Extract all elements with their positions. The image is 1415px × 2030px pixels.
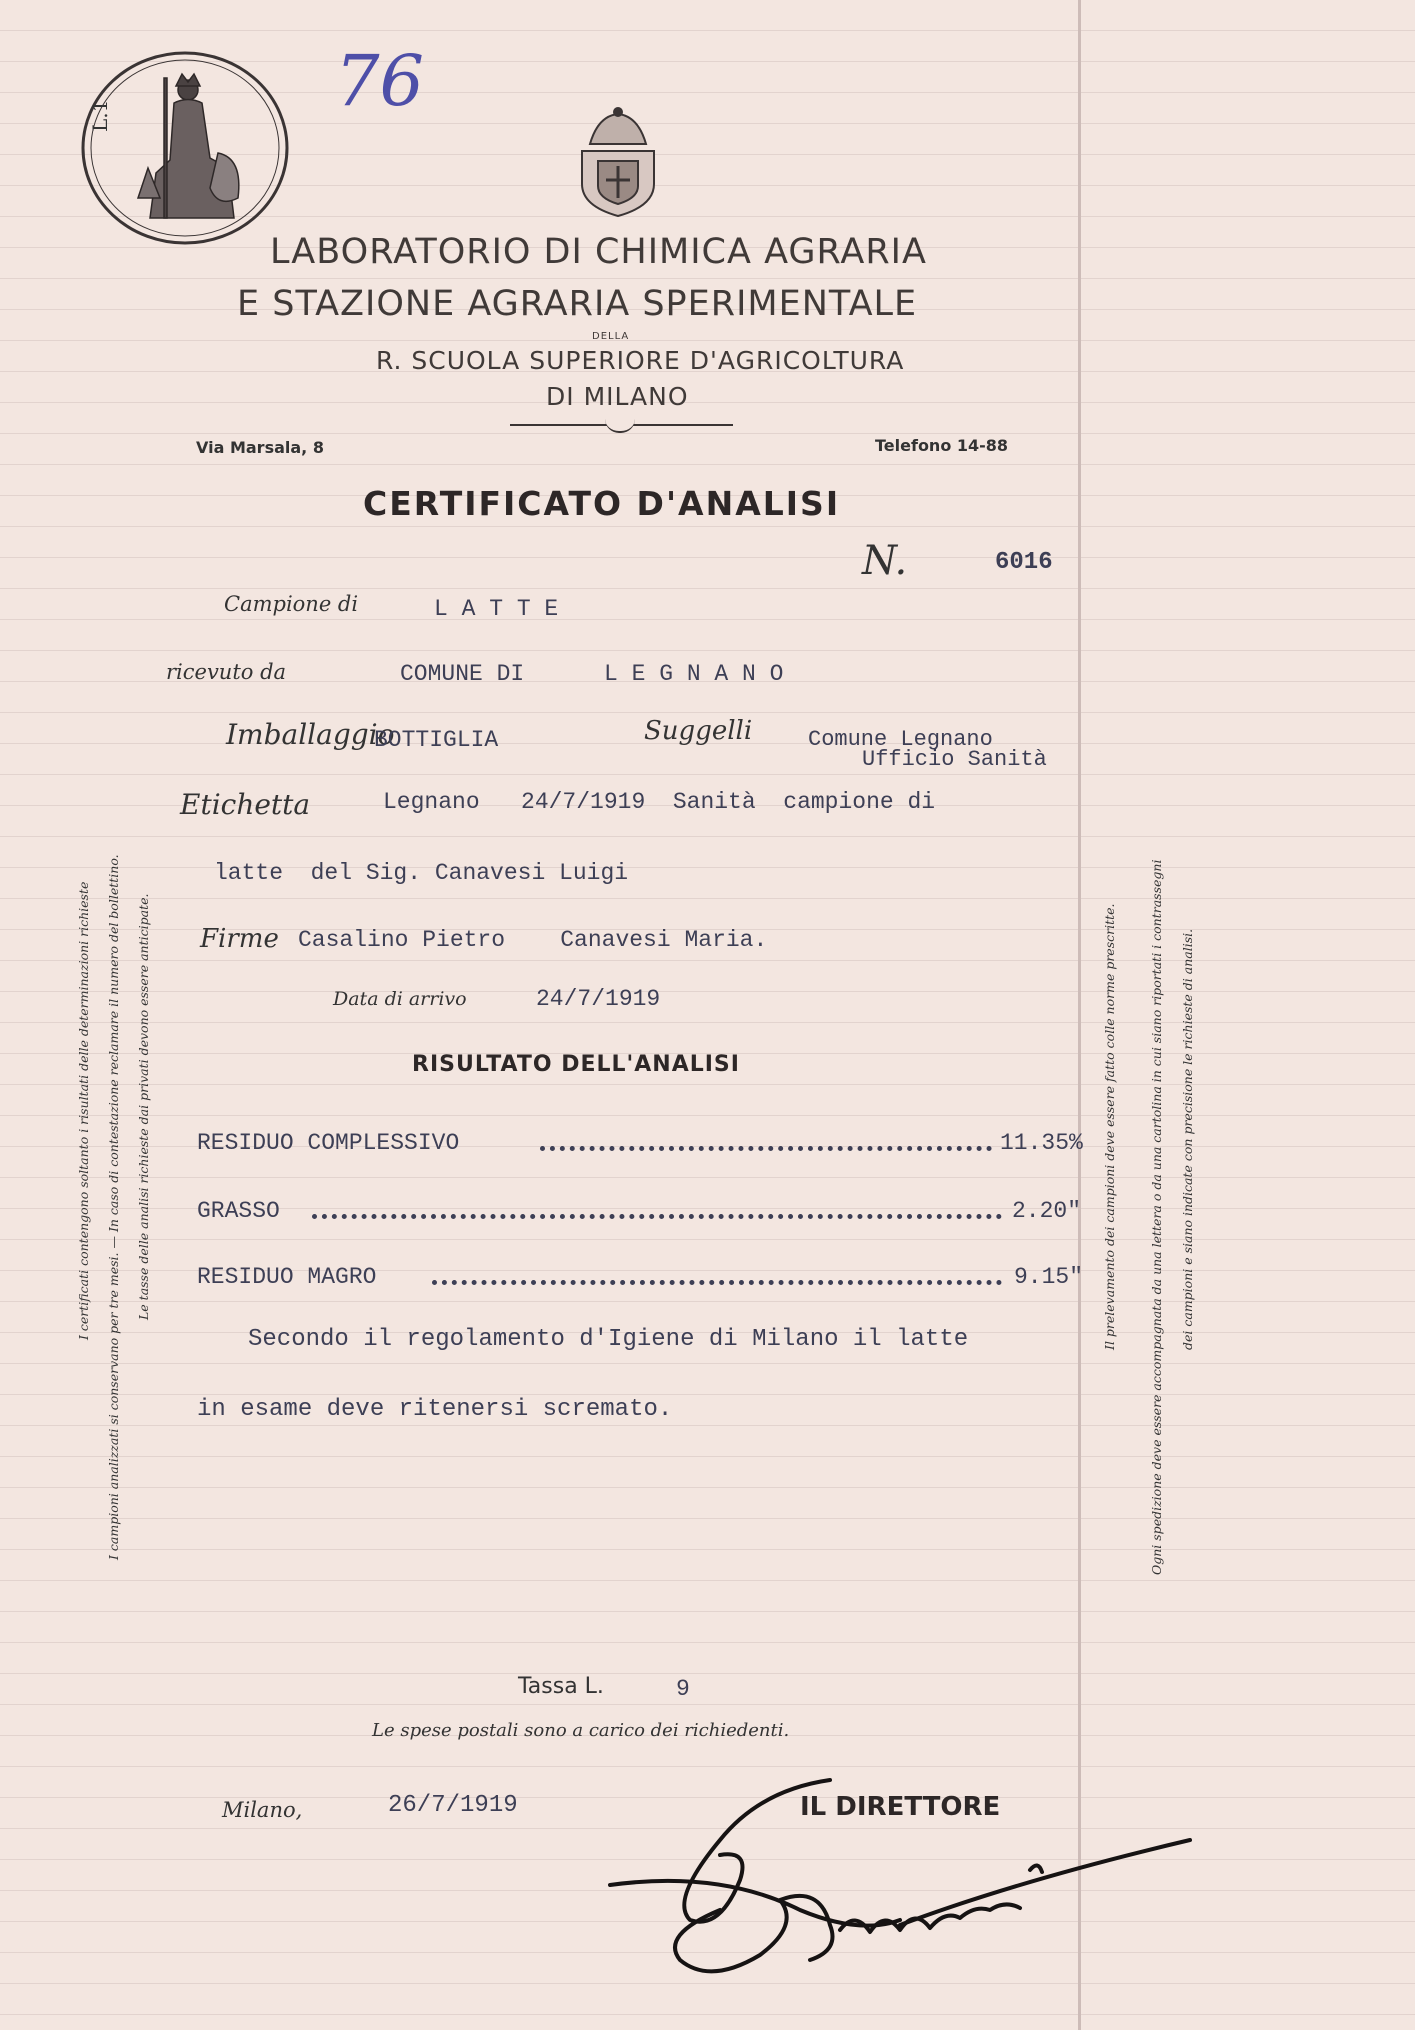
crown-shield-icon [568,106,668,221]
certificate-number-label: N. [862,538,908,584]
director-signature [600,1760,1200,1990]
result-row-3-label: RESIDUO MAGRO [197,1264,377,1290]
result-row-1-value: 11.35% [1000,1130,1083,1156]
lab-title-line1: LABORATORIO DI CHIMICA AGRARIA [270,232,927,272]
stamp-seal [78,48,292,248]
handwritten-note: 76 [335,40,425,122]
certificate-heading: CERTIFICATO D'ANALISI [363,484,841,523]
side-note-right-2: Ogni spedizione deve essere accompagnata da una lettera o da una cartolina in cui siano riportati i contrassegni [1149,859,1164,1575]
suggelli-value-2: Ufficio Sanità [862,747,1047,772]
footer-date: 26/7/1919 [388,1792,518,1819]
result-row-3-leader [432,1280,1002,1285]
campione-value: L A T T E [434,596,559,622]
result-row-2-label: GRASSO [197,1198,280,1224]
royal-crest [568,106,668,221]
stamp-label: L.1 [88,99,112,132]
certificate-number: 6016 [995,549,1053,576]
tassa-label: Tassa L. [518,1674,604,1699]
results-note-line1: Secondo il regolamento d'Igiene di Milano il latte [248,1326,969,1353]
phone: Telefono 14-88 [875,436,1009,455]
lab-title-line3: R. SCUOLA SUPERIORE D'AGRICOLTURA [376,346,905,375]
data-arrivo-value: 24/7/1919 [536,986,661,1012]
suggelli-label: Suggelli [644,716,753,746]
side-note-left-2: I campioni analizzati si conservano per tre mesi. — In caso di contestazione reclamare il numero del bollettino. [106,854,121,1560]
side-note-right-3: dei campioni e siano indicate con precisione le richieste di analisi. [1180,928,1195,1350]
lab-title-line4: DI MILANO [546,382,689,411]
imballaggio-value: BOTTIGLIA [374,727,499,753]
result-row-1-leader [540,1146,992,1151]
campione-label: Campione di [224,592,359,616]
ricevuto-value-1: COMUNE DI [400,661,525,687]
suggelli-value-1: Comune Legnano [808,727,993,752]
spese-note: Le spese postali sono a carico dei richiedenti. [372,1720,790,1741]
della-label: DELLA [592,331,630,342]
ricevuto-label: ricevuto da [166,660,287,684]
lab-title-line2: E STAZIONE AGRARIA SPERIMENTALE [237,284,918,324]
result-row-3-value: 9.15" [1014,1264,1084,1290]
side-note-right-1: Il prelevamento dei campioni deve essere fatto colle norme prescritte. [1102,903,1117,1350]
results-heading: RISULTATO DELL'ANALISI [412,1052,740,1077]
side-note-left-1: I certificati contengono soltanto i risultati delle determinazioni richieste [76,881,91,1340]
etichetta-value-1: Legnano 24/7/1919 Sanità campione di [383,789,936,815]
result-row-1-label: RESIDUO COMPLESSIVO [197,1130,460,1156]
firme-label: Firme [200,924,279,954]
signature-scrawl-icon [600,1760,1200,1990]
etichetta-value-2: latte del Sig. Canavesi Luigi [214,860,629,886]
seated-figure-seal-icon [78,48,292,248]
address: Via Marsala, 8 [196,438,324,457]
etichetta-label: Etichetta [180,788,311,821]
side-note-left-3: Le tasse delle analisi richieste dai privati devono essere anticipate. [136,893,151,1320]
director-label: IL DIRETTORE [800,1792,1001,1822]
ricevuto-value-2: L E G N A N O [604,661,784,687]
result-row-2-value: 2.20" [1012,1198,1082,1224]
city-label: Milano, [222,1798,303,1822]
results-note-line2: in esame deve ritenersi scremato. [197,1396,673,1423]
firme-value: Casalino Pietro Canavesi Maria. [298,927,768,953]
tassa-value: 9 [676,1676,690,1702]
result-row-2-leader [312,1214,1002,1219]
imballaggio-label: Imballaggio [226,718,395,751]
data-arrivo-label: Data di arrivo [333,988,467,1010]
